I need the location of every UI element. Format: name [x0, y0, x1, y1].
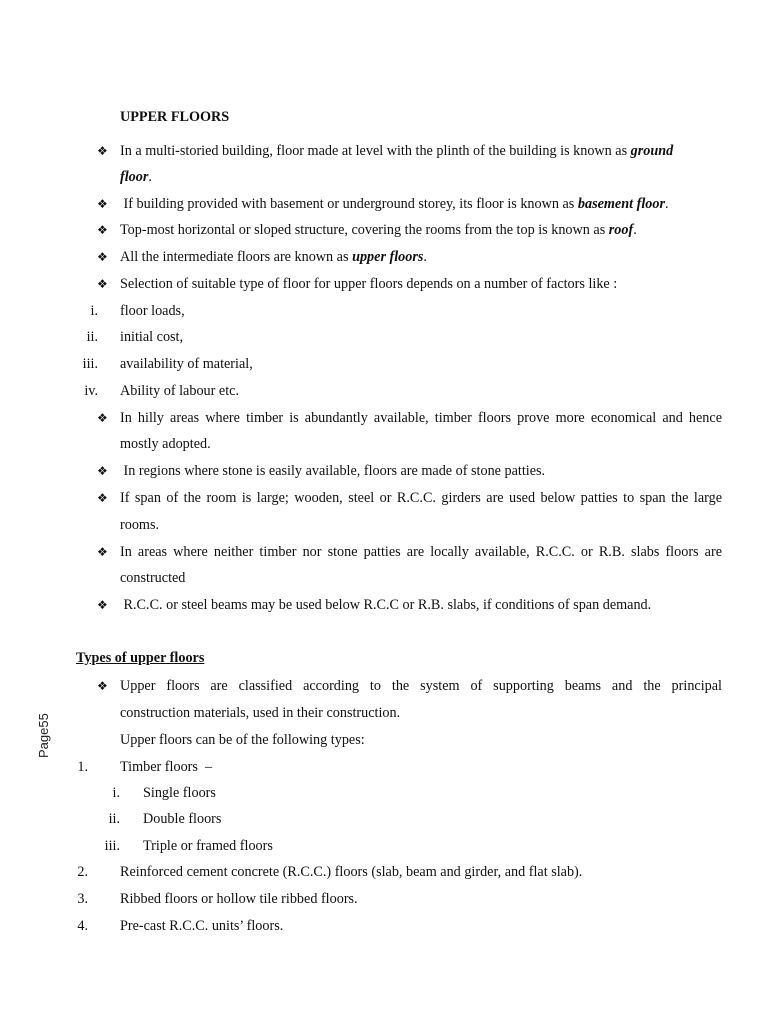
diamond-bullet-icon: ❖	[97, 598, 108, 612]
document-page: Page55 UPPER FLOORS ❖ In a multi-storied building, floor made at level with the plinth of the building is known as ground floor. ❖ If building provided with basement or underground storey, its floor is known as basement floor. ❖ Top-most horizontal or sloped structure, covering the rooms from the top is known as roof. ❖ All the intermediate floors are known as upper floors. ❖ Selection of suitable type of floor for upper floors depends on a number of factors like : i. floor loads, ii. initial cost, iii. availability of material, iv. Ability of labour etc. ❖ In hilly areas where timber is abundantly available, timber floors prove more economical and hence mostly adopted. ❖ In regions where stone is easily available, floors are made of stone patties. ❖ If span of the room is large; wooden, steel or R.C.C. girders are used below patties to span the large rooms. ❖ In areas where neither timber nor stone patties are locally available, R.C.C. or R.B. slabs floors are constructed ❖ R.C.C. or steel beams may be used below R.C.C or R.B. slabs, if conditions of span demand. Types of upper floors ❖ Upper floors are classified according to the system of supporting beams and the principal construction materials, used in their construction. Upper floors can be of the following types: 1. Timber floors – i. Single floors ii. Double floors iii. Triple or framed floors 2. Reinforced cement concrete (R.C.C.) floors (slab, beam and girder, and flat slab). 3. Ribbed floors or hollow tile ribbed floors. 4. Pre-cast R.C.C. units’ floors.	[36, 109, 722, 934]
diamond-bullet-icon: ❖	[97, 411, 108, 425]
diamond-bullet-icon: ❖	[97, 250, 108, 264]
diamond-bullet-icon: ❖	[97, 144, 108, 158]
diamond-bullet-icon: ❖	[97, 223, 108, 237]
page-number-label: Page55	[36, 713, 51, 758]
diamond-bullet-icon: ❖	[97, 545, 108, 559]
section-heading: Types of upper floors	[76, 650, 205, 666]
diamond-bullet-icon: ❖	[97, 277, 108, 291]
diamond-bullet-icon: ❖	[97, 679, 108, 693]
diamond-bullet-icon: ❖	[97, 197, 108, 211]
diamond-bullet-icon: ❖	[97, 464, 108, 478]
page-heading: UPPER FLOORS	[120, 109, 230, 125]
diamond-bullet-icon: ❖	[97, 491, 108, 505]
